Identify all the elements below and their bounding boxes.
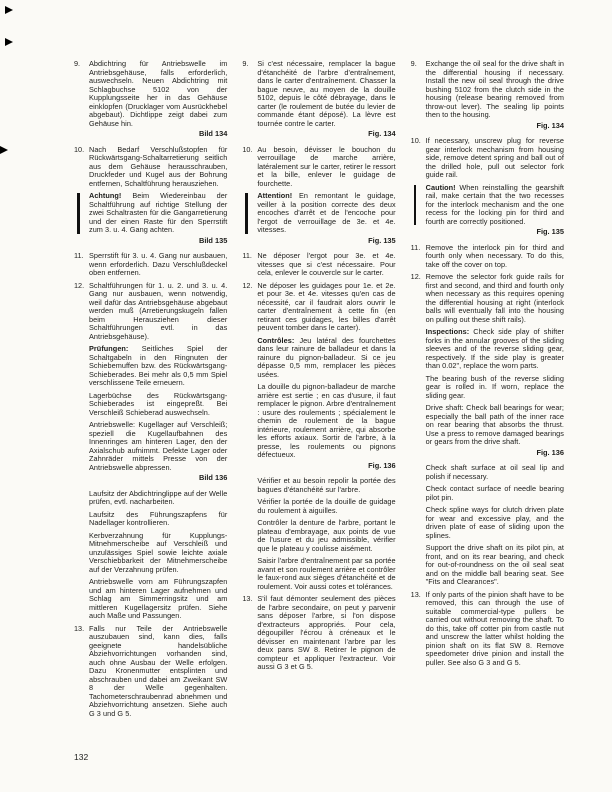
paragraph-text: Kerbverzahnung für Kupplungs-Mitnehmerscheibe auf Verschleiß und unzulässiges Spiel sowie leichte axiale Verschiebbarkeit der Mitnehmerscheibe auf der Verzahnung prüfen. (89, 530, 228, 574)
item-number: 11. (74, 251, 84, 260)
item-number: 13. (74, 623, 85, 633)
item-number: 9. (242, 59, 249, 68)
item-number (242, 192, 257, 235)
item-number: 9. (74, 59, 81, 68)
paragraph-text: Attention! En remontant le guidage, veiller à la position correcte des deux encoches d'arrêt et de l'encoche pour l'ergot de verrouillage de 3e. et 4e. vitesses. (257, 191, 396, 234)
item-number (411, 328, 426, 371)
registration-mark-icon (0, 146, 8, 154)
paragraph-text: Schaltführungen für 1. u. 2. und 3. u. 4. Gang nur ausbauen, wenn notwendig, weil dafür das Antriebsgehäuse abgebaut werden muß (Arretierungskugeln fallen beim Herausziehen dieser Schaltführungen evtl. in das Antriebsgehäuse). (89, 280, 228, 341)
paragraph-text: Achtung! Beim Wiedereinbau der Schaltführung auf richtige Stellung der zwei Schaltrasten für die Gangarretierung und der einen Raste für den Sperrstift zum 3. u. 4. Gang achten. (89, 191, 228, 234)
instruction-item (242, 282, 395, 333)
paragraph-text: Check spline ways for clutch driven plate for wear and excessive play, and the driven plate of ease of sliding upon the splines. (425, 505, 564, 540)
paragraph-text: Antriebswelle: Kugellager auf Verschleiß; speziell die Kugellaufbahnen des Innenringes am hinteren Lager, den der Axialschub aufnimmt. Defekte Lager oder Zahnräder mittels Presse von der Antriebswelle abpressen. (89, 420, 228, 472)
paragraph-text: Falls nur Teile der Antriebswelle auszubauen sind, kann dies, falls geeignete handelsübliche Abziehvorrichtungen vorhanden sind, auch ohne Ausbau der Welle erfolgen. Dazu Kronenmutter entsplinten und abschrauben und dabei am Zweikant SW 8 der Welle gegenhalten. Tachometerschraubenrad abnehmen und Abziehvorrichtung ansetzen. Siehe auch G 3 und G 5. (89, 623, 228, 718)
paragraph-text: Abdichtring für Antriebswelle im Antriebsgehäuse, falls erforderlich, auswechseln. Neuen Abdichtring mit Schlagbuchse 5102 von der Kupplungsseite her in das Gehäuse einklopfen (Drucklager vom Ausrückhebel abgebaut). Dichtlippe zeigt dabei zum Gehäuse hin. (89, 59, 228, 128)
item-number: 13. (242, 594, 253, 603)
paragraph (242, 477, 395, 494)
paragraph (411, 544, 564, 587)
instruction-item (411, 244, 564, 270)
paragraph-text: If only parts of the pinion shaft have to be removed, this can through the use of suitable commercial-type pullers be carried out without removing the shaft. To do this, take off cotter pin from castle nut and unscrew the latter whilst holding the pinion shaft on its flat SW 8. Remove speedometer drive pinion and install the puller. See also G 3 and G 5. (425, 589, 564, 667)
paragraph (242, 383, 395, 470)
item-number: 13. (410, 589, 421, 599)
item-number: 11. (410, 242, 421, 252)
item-number (74, 490, 89, 507)
item-number (74, 421, 89, 472)
lead-word: Caution! (425, 182, 456, 192)
page-number: 132 (74, 752, 89, 762)
paragraph-text: Contrôler la denture de l'arbre, portant le plateau d'embrayage, aux points de vue de l'usure et du jeu admissible, vérifier que le plateau y coulisse aisément. (257, 518, 396, 553)
paragraph-text: Prüfungen: Seitliches Spiel der Schaltgabeln in den Ringnuten der Schiebemuffen bzw. des Rückwärtsgang-Schieberades. Bei mehr als 0,5 mm Spiel verschlissene Teile erneuern. (89, 344, 228, 387)
item-number (74, 511, 89, 528)
instruction-item (242, 146, 395, 189)
text-column-fr (242, 60, 395, 722)
paragraph (74, 578, 227, 621)
paragraph-text: Check contact surface of needle bearing pilot pin. (425, 484, 564, 502)
emphasis-paragraph (242, 192, 395, 245)
item-number: 12. (242, 280, 253, 290)
paragraph-text: Ne déposer l'ergot pour 3e. et 4e. vitesses que si c'est nécessaire. Pour cela, enlever le couvercle sur le carter. (257, 251, 396, 277)
item-number: 10. (74, 144, 85, 154)
paragraph-text: Nach Bedarf Verschlußstopfen für Rückwärtsgang-Schaltarretierung seitlich aus dem Gehäuse herausschrauben, Druckfeder und Kugel aus der Bohrung entfernen, Schaltführung herausziehen. (89, 144, 228, 188)
item-number: 9. (410, 59, 417, 68)
instruction-item (411, 591, 564, 668)
paragraph (242, 519, 395, 553)
item-number (242, 477, 257, 494)
figure-reference: Bild 135 (198, 235, 228, 245)
paragraph (411, 485, 564, 502)
item-number (74, 392, 89, 418)
paragraph-text: Check shaft surface at oil seal lip and polish if necessary. (425, 463, 564, 481)
paragraph (411, 506, 564, 540)
paragraph-text: Laufsitz der Abdichtringlippe auf der Welle prüfen, evtl. nacharbeiten. (89, 488, 228, 506)
paragraph-text: S'il faut démonter seulement des pièces de l'arbre secondaire, on peut y parvenir sans déposer l'arbre, si l'on dispose d'extracteurs appropriés. Pour cela, dégoupiller l'écrou à créneaux et le dévisser en maintenant l'arbre par les deux pans SW 8. Retirer le pignon de compteur et appliquer l'extracteur. Voir aussi G 3 et G 5. (257, 594, 396, 671)
item-number (242, 337, 257, 380)
paragraph (411, 464, 564, 481)
paragraph-text: La douille du pignon-balladeur de marche arrière est sertie ; en cas d'usure, il faut remplacer le pignon. Arbre d'entraînement : usure des roulements ; spécialement le chemin de roulement de la bague intérieure, roulement arrière, qui absorbe les efforts axiaux. Sortir de l'arbre, à la presse, les roulements ou pignons défectueux. (257, 382, 396, 459)
instruction-item (74, 252, 227, 278)
figure-reference: Fig. 134 (536, 120, 564, 130)
item-number (411, 485, 426, 502)
paragraph-text: Au besoin, dévisser le bouchon du verrouillage de marche arrière, latéralement sur le carter, retirer le ressort et la bille, enlever le guidage de fourchette. (257, 144, 396, 188)
emphasis-paragraph (411, 328, 564, 371)
instruction-item (74, 625, 227, 719)
paragraph-text: The bearing bush of the reverse sliding gear is rolled in. If worn, replace the sliding gear. (425, 373, 564, 400)
item-number (74, 345, 89, 388)
paragraph-text: Ne déposer les guidages pour 1e. et 2e. et pour 3e. et 4e. vitesses qu'en cas de nécessité, car il faudrait alors ouvrir le carter d'entraînement à cette fin (en retirant ces guidages, les billes d'arrêt peuvent tomber dans le carter). (257, 280, 396, 332)
item-number (411, 506, 426, 540)
figure-reference: Fig. 134 (368, 129, 396, 138)
paragraph-text: Vérifier la portée de la douille de guidage du roulement à aiguilles. (257, 497, 396, 515)
text-column-de (74, 60, 227, 722)
paragraph-text: Si c'est nécessaire, remplacer la bague d'étanchéité de l'arbre d'entraînement, dans le carter d'entraînement. Chasser la bague neuve, au moyen de la douille 5102, depuis le côté débrayage, dans le carter (le roulement de butée du levier de commande étant déposé). La lèvre est tournée contre le carter. (257, 59, 396, 128)
emphasis-paragraph (74, 345, 227, 388)
instruction-item (411, 137, 564, 180)
instruction-item (242, 252, 395, 278)
paragraph-text: Laufsitz des Führungszapfens für Nadellager kontrollieren. (89, 509, 228, 527)
paragraph-text: Vérifier et au besoin repolir la portée des bagues d'étanchéité sur l'arbre. (257, 476, 396, 494)
paragraph-text: Remove the interlock pin for third and fourth only when necessary. To do this, take off the cover on top. (425, 242, 564, 269)
instruction-item (242, 595, 395, 672)
paragraph-text: Exchange the oil seal for the drive shaft in the differential housing if necessary. Install the new oil seal through the drive bushing 5102 from the clutch side in the housing (release bearing removed from throw-out lever). The sealing lip points then to the housing. (425, 59, 564, 119)
lead-word: Attention! (257, 191, 293, 200)
figure-reference: Bild 136 (198, 473, 228, 482)
paragraph (74, 511, 227, 528)
instruction-item (411, 60, 564, 130)
emphasis-paragraph (242, 337, 395, 380)
paragraph-text: Remove the selector fork guide rails for first and second, and third and fourth only when necessary as this requires opening the differential housing at right (interlock balls will eventually fall into the housing on pulling out these shift rails). (425, 272, 564, 324)
item-number (74, 578, 89, 621)
item-number: 12. (410, 272, 421, 281)
text-column-en (411, 60, 564, 722)
emphasis-paragraph (74, 192, 227, 245)
paragraph (242, 557, 395, 591)
item-number (411, 375, 426, 401)
paragraph (411, 404, 564, 457)
item-number (242, 557, 257, 591)
instruction-item (411, 273, 564, 324)
lead-word: Prüfungen: (89, 344, 129, 353)
item-number (411, 404, 426, 447)
paragraph-text: Saisir l'arbre d'entraînement par sa portée avant et son roulement arrière et contrôler le faux-rond aux sièges d'étanchéité et de roulement. Voir aussi cotes et tolérances. (257, 556, 396, 591)
lead-word: Contrôles: (257, 335, 295, 345)
item-number (242, 498, 257, 515)
paragraph (411, 375, 564, 401)
lead-word: Achtung! (89, 191, 122, 200)
instruction-item (242, 60, 395, 139)
item-number: 12. (74, 280, 85, 290)
item-number: 10. (410, 136, 421, 145)
figure-reference: Bild 134 (198, 129, 228, 138)
three-language-columns (74, 60, 564, 722)
paragraph-text: Drive shaft: Check ball bearings for wear; especially the ball path of the inner race on rear bearing that absorbs the thrust. Use a press to remove damaged bearings or gears from the drive shaft. (425, 403, 564, 446)
lead-word: Inspections: (425, 327, 470, 336)
registration-mark-icon (5, 6, 13, 14)
item-number: 11. (242, 251, 252, 260)
item-number (411, 184, 426, 227)
item-number (411, 544, 426, 587)
instruction-item (74, 60, 227, 139)
item-number (242, 519, 257, 553)
paragraph-text: Contrôles: Jeu latéral des fourchettes dans leur rainure de balladeur et dans la rainure du pignon-balladeur. Si ce jeu dépasse 0,5 mm, remplacer les pièces usées. (257, 335, 396, 379)
paragraph (74, 532, 227, 575)
item-number (74, 532, 89, 575)
paragraph-text: If necessary, unscrew plug for reverse gear interlock mechanism from housing side, remove detent spring and ball out of the drilled hole, pull out selector fork guide rail. (425, 136, 564, 179)
figure-reference: Fig. 135 (536, 227, 564, 236)
figure-reference: Fig. 135 (368, 235, 396, 245)
item-number: 10. (242, 144, 253, 154)
item-number (74, 192, 89, 235)
paragraph-text: Sperrstift für 3. u. 4. Gang nur ausbauen, wenn erforderlich. Dazu Verschlußdeckel oben entfernen. (89, 251, 228, 277)
paragraph (74, 392, 227, 418)
instruction-item (74, 282, 227, 342)
paragraph (74, 490, 227, 507)
item-number (242, 383, 257, 460)
paragraph-text: Caution! When reinstalling the gearshift rail, make certain that the two recesses for the interlock mechanism and the one recess for the locking pin for third and fourth are correctly positioned. (425, 182, 564, 226)
paragraph (74, 421, 227, 483)
paragraph-text: Inspections: Check side play of shifter forks in the annular grooves of the sliding sleeves and of the reverse sliding gear, respectively. If the side play is greater than 0.02", replace the worn parts. (425, 327, 564, 370)
item-number (411, 464, 426, 481)
figure-reference: Fig. 136 (536, 447, 564, 457)
registration-mark-icon (5, 38, 13, 46)
paragraph-text: Support the drive shaft on its pilot pin, at front, and on its rear bearing, and check for out-of-roundness on the oil seal seat and on the middle ball bearing seat. See "Fits and Clearances". (425, 543, 564, 586)
instruction-item (74, 146, 227, 189)
paragraph-text: Antriebswelle vorn am Führungszapfen und am hinteren Lager aufnehmen und Schlag am Simmerringsitz und am mittleren Kugellagersitz prüfen. Siehe auch Maße und Passungen. (89, 577, 228, 620)
emphasis-paragraph (411, 184, 564, 237)
paragraph (242, 498, 395, 515)
figure-reference: Fig. 136 (368, 460, 396, 470)
paragraph-text: Lagerbüchse des Rückwärtsgang-Schieberades ist eingepreßt. Bei Verschleiß Schieberad auswechseln. (89, 390, 228, 417)
